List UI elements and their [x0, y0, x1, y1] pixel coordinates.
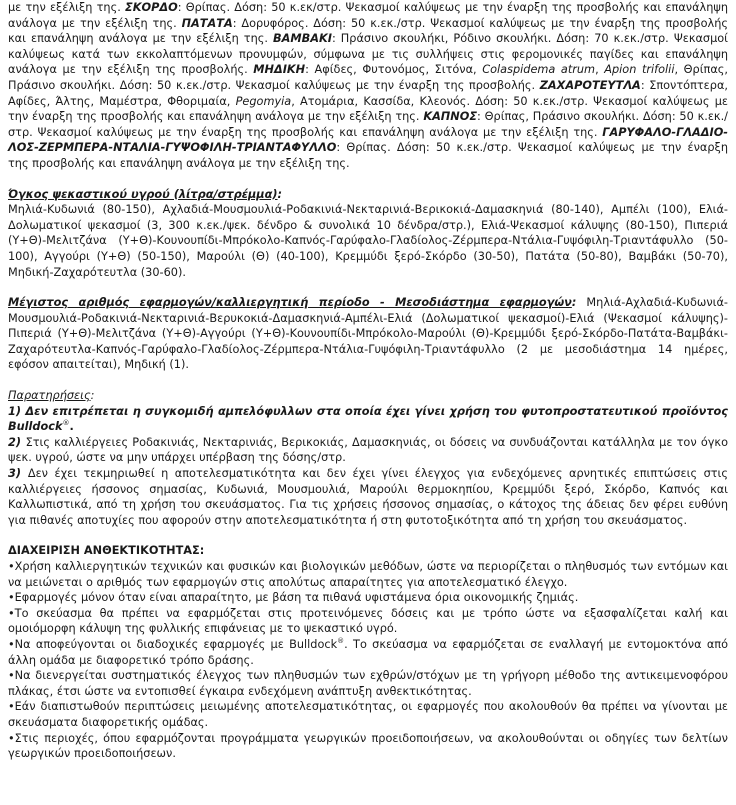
bullet-marker: •	[8, 591, 15, 605]
dose-value: 50 κ.εκ/στρ	[271, 1, 338, 14]
bullet-marker: •	[8, 700, 15, 714]
crop-name: ΖΑΧΑΡΟΤΕΥΤΛΑ	[539, 78, 641, 92]
spray-volume-section	[8, 187, 728, 281]
text-run: : Σποντόπτερα, Αφίδες, Άλτης, Μαμέστρα, Φθοριμαία,	[8, 78, 728, 108]
registered-mark: ®	[337, 637, 345, 646]
text-run: , Ατομάρια, Κασσίδα, Κλεονός. Δόση:	[291, 94, 514, 108]
dose-value: 70 κ.εκ./στρ	[594, 32, 666, 46]
crop-name: ΠΑΤΑΤΑ	[181, 16, 233, 30]
remark-1-number: 1)	[8, 404, 26, 418]
max-applications-colon: :	[571, 296, 577, 310]
resistance-section	[8, 543, 728, 761]
resistance-heading: ΔΙΑΧΕΙΡΙΣΗ ΑΝΘΕΚΤΙΚΟΤΗΤΑΣ:	[8, 544, 205, 558]
text-run: . Ψεκασμοί καλύψεως με την έναρξη της προσβολής και επανάληψη ανάλογα με την εξέλιξη της.	[29, 125, 603, 139]
dose-value: 50 κ.εκ./στρ	[350, 16, 422, 30]
max-applications-heading: Μέγιστος αριθμός εφαρμογών/καλλιεργητική περίοδο - Μεσοδιάστημα εφαρμογών	[8, 296, 572, 310]
crop-name: ΜΗΔΙΚΗ	[253, 63, 306, 77]
spacer	[8, 172, 728, 187]
resistance-list	[8, 559, 728, 762]
text-run: με την εξέλιξη της.	[8, 1, 125, 14]
remarks-heading: Παρατηρήσεις	[8, 389, 91, 403]
remark-2-number: 2)	[8, 435, 26, 449]
crop-instructions-paragraph	[8, 0, 728, 172]
resistance-bullet-item	[8, 668, 728, 699]
crop-name: ΣΚΟΡΔΟ	[125, 1, 178, 14]
species-name: Apion trifolii	[604, 63, 675, 77]
bullet-marker: •	[8, 637, 15, 651]
text-run: . Το σκεύασμα να εφαρμόζεται σε εναλλαγή με εντομοκτόνα από άλλη ομάδα με διαφορετικό τρόπο δράσης.	[8, 637, 728, 667]
text-run: ,	[595, 63, 605, 77]
max-applications-text: Μηλιά-Αχλαδιά-Κυδωνιά-Μουσμουλιά-Ροδακινιά-Νεκταρινιά-Βερυκοκιά-Δαμασκηνιά-Αμπέλι-Ελιά (Δολωματικοί ψεκασμοί)-Ελιά (Ψεκασμοί κάλυψης)-Πιπεριά (Υ+Θ)-Μελιτζάνα (Υ+Θ)-Αγγούρι (Υ+Θ)-Κουνουπίδι-Μπρόκολο-Μαρούλι (Θ)-Κρεμμύδι ξερό-Σκόρδο-Πατάτα-Βαμβάκι-Ζαχαρότευτλα-Καπνός-Γαρύφαλο-Γλαδίολος-Ζέρμπερα-Ντάλια-Γυψόφιλη-Τριαντάφυλλο (2 με μεσοδιάστημα 14 ημέρες, εφόσον απαιτείται), Μηδική (1).	[8, 296, 728, 372]
text-run: . Ψεκασμοί καλύψεως με την έναρξη της προσβολής και επανάληψη ανάλογα με την εξέλιξη της.	[8, 16, 729, 46]
text-run: . Ψεκασμοί καλύψεως με την έναρξη της προσβολής και επανάληψη ανάλογα με την εξέλιξη της.	[8, 1, 729, 30]
crop-name: ΚΑΠΝΟΣ	[423, 110, 478, 124]
dose-value: 50 κ.εκ./στρ	[157, 78, 228, 92]
dose-value: Bulldock	[289, 637, 338, 651]
text-run: Στις περιοχές, όπου εφαρμόζονται προγράμματα γεωργικών προειδοποιήσεων, να ακολουθούνται οι οδηγίες των δελτίων γεωργικών προειδοποιήσεων.	[8, 731, 728, 761]
remark-1-end: .	[69, 420, 74, 434]
bullet-marker: •	[8, 669, 15, 683]
text-run: . Ψεκασμοί καλύψεως κατά των εκκολαπτόμενων προνυμφών, σύμφωνα με τις συλλήψεις στις φερομονικές παγίδες και επανάληψη ανάλογα με την εξέλιξη της προσβολής.	[8, 32, 728, 77]
text-run: , Θρίπας, Πράσινο σκουλήκι. Δόση:	[8, 63, 728, 92]
resistance-bullet-item	[8, 606, 728, 637]
resistance-bullet-item	[8, 637, 728, 668]
max-applications-section	[8, 295, 728, 373]
resistance-bullet-item	[8, 699, 728, 730]
crop-name: ΓΑΡΥΦΑΛΟ-ΓΛΑΔΙΟ-ΛΟΣ-ΖΕΡΜΠΕΡΑ-ΝΤΑΛΙΑ-ΓΥΨΟΦΙΛΗ-ΤΡΙΑΝΤΑΦΥΛΛΟ	[8, 125, 728, 155]
text-run: . Ψεκασμοί καλύψεως με την έναρξη της προσβολής.	[227, 78, 540, 92]
remark-3-number: 3)	[8, 467, 28, 481]
species-name: Colaspidema atrum	[482, 63, 596, 77]
spray-volume-colon: :	[277, 187, 283, 201]
text-run: Εάν διαπιστωθούν περιπτώσεις μειωμένης αποτελεσματικότητας, οι εφαρμογές που ακολουθούν θα πρέπει να γίνονται με σκευάσματα διαφορετικής ομάδας.	[8, 700, 728, 729]
remark-3-text: Δεν έχει τεκμηριωθεί η αποτελεσματικότητα και δεν έχει γίνει έλεγχος για ενδεχόμενες αρνητικές επιπτώσεις στις καλλιέργειες ήσσονος σημασίας, Κυδωνιά, Μουσμουλιά, Μαρούλι θερμοκηπίου, Κρεμμύδι ξερό, Σκόρδο, Καπνός και Καλλωπιστικά, από τη χρήση του σκευάσματος. Για τις χρήσεις ήσσονος σημασίας, ο κάτοχος της άδειας δεν φέρει ευθύνη για πιθανές αποτυχίες που αφορούν στην αποτελεσματικότητα ή στη φυτοτοξικότητα από τη χρήση του σκευάσματος.	[8, 467, 728, 527]
text-run: Χρήση καλλιεργητικών τεχνικών και φυσικών και βιολογικών μεθόδων, ώστε να περιορίζεται ο πληθυσμός των εντόμων και να μειώνεται ο αριθμός των εφαρμογών στις απολύτως απαραίτητες για αποτελεσματικό έλεγχο.	[8, 560, 728, 589]
text-run: Εφαρμογές μόνον όταν είναι απαραίτητο, με βάση τα πιθανά υφιστάμενα όρια οικονομικής ζημιάς.	[14, 591, 579, 605]
remark-2-text: Στις καλλιέργειες Ροδακινιάς, Νεκταρινιάς, Βερικοκιάς, Δαμασκηνιάς, οι δόσεις να συνδυάζονται κατάλληλα με τον όγκο ψεκ. υγρού, ώστε να μην υπάρχει υπέρβαση της δόσης/στρ.	[8, 435, 728, 465]
resistance-bullet-item	[8, 559, 728, 590]
text-run: : Δορυφόρος. Δόση:	[232, 16, 351, 30]
dose-value: 50 κ.εκ./στρ	[435, 141, 509, 155]
bullet-marker: •	[8, 560, 15, 573]
remark-2	[8, 435, 728, 466]
resistance-bullet-item	[8, 590, 728, 606]
crop-name: ΒΑΜΒΑΚΙ	[273, 32, 332, 46]
text-run: : Θρίπας. Δόση:	[177, 1, 272, 14]
text-run: Να αποφεύγονται οι διαδοχικές εφαρμογές με	[14, 637, 290, 651]
text-run: : Αφίδες, Φυτονόμος, Σιτόνα,	[305, 63, 483, 77]
dose-value: 50 κ.εκ./στρ	[8, 110, 728, 139]
text-run: . Ψεκασμοί καλύψεως με την έναρξη της προσβολής και επανάληψη ανάλογα με την εξέλιξη της.	[8, 141, 729, 170]
remarks-colon: :	[90, 389, 95, 403]
remark-3	[8, 466, 728, 528]
dose-value: 50 κ.εκ./στρ	[513, 94, 585, 108]
bullet-marker: •	[8, 731, 15, 745]
remarks-section	[8, 388, 728, 528]
bullet-marker: •	[8, 606, 15, 620]
text-run: : Πράσινο σκουλήκι, Ρόδινο σκουλήκι. Δόση:	[331, 32, 595, 46]
text-run: Το σκεύασμα θα πρέπει να εφαρμόζεται στις προτεινόμενες δόσεις και με τρόπο ώστε να εξασφαλίζεται καλή και ομοιόμορφη κάλυψη της φυλλικής επιφάνειας με το ψεκαστικό υγρό.	[8, 606, 728, 636]
text-run: : Θρίπας. Δόση:	[336, 141, 436, 155]
spray-volume-heading: Όγκος ψεκαστικού υγρού (λίτρα/στρέμμα)	[8, 187, 278, 201]
spray-volume-text: Μηλιά-Κυδωνιά (80-150), Αχλαδιά-Μουσμουλιά-Ροδακινιά-Νεκταρινιά-Βερικοκιά-Δαμασκηνιά (80-140), Αμπέλι (100), Ελιά-Δολωματικοί ψεκασμοί (3, 300 κ.εκ./ψεκ. δένδρο & συνολικά 10 δένδρα/στρ.), Ελιά-Ψεκασμοί κάλυψης (80-150), Πιπεριά (Υ+Θ)-Μελιτζάνα (Υ+Θ)-Κουνουπίδι-Μπρόκολο-Καπνός-Γαρύφαλο-Γλαδίολος-Ζέρμπερα-Ντάλια-Γυψόφιλη-Τριαντάφυλλο (50-100), Αγγούρι (Υ+Θ) (50-150), Μαρούλι (Θ) (40-100), Κρεμμύδι ξερό-Σκόρδο (30-50), Πατάτα (50-80), Βαμβάκι (50-70), Μηδική-Ζαχαρότευτλα (30-60).	[8, 203, 728, 279]
text-run: : Θρίπας, Πράσινο σκουλήκι. Δόση:	[477, 110, 680, 124]
registered-mark: ®	[62, 419, 70, 428]
text-run: . Ψεκασμοί καλύψεως με την έναρξη της προσβολής και επανάληψη ανάλογα με την εξέλιξη της.	[8, 94, 728, 124]
text-run: Να διενεργείται συστηματικός έλεγχος των πληθυσμών των εχθρών/στόχων με τη γρήγορη μέθοδο της αντικειμενοφόρου πλάκας, έτσι ώστε να εντοπισθεί έγκαιρα ενδεχόμενη ανάπτυξη ανθεκτικότητας.	[8, 669, 728, 698]
spacer	[8, 528, 728, 543]
spacer	[8, 373, 728, 388]
species-name: Pegomyia	[235, 94, 292, 108]
spacer	[8, 280, 728, 295]
remark-1	[8, 404, 728, 435]
resistance-bullet-item	[8, 731, 728, 762]
remark-1-text: Δεν επιτρέπεται η συγκομιδή αμπελόφυλλων στα οποία έχει γίνει χρήση του φυτοπροστατευτικού προϊόντος Bulldock	[8, 404, 728, 434]
